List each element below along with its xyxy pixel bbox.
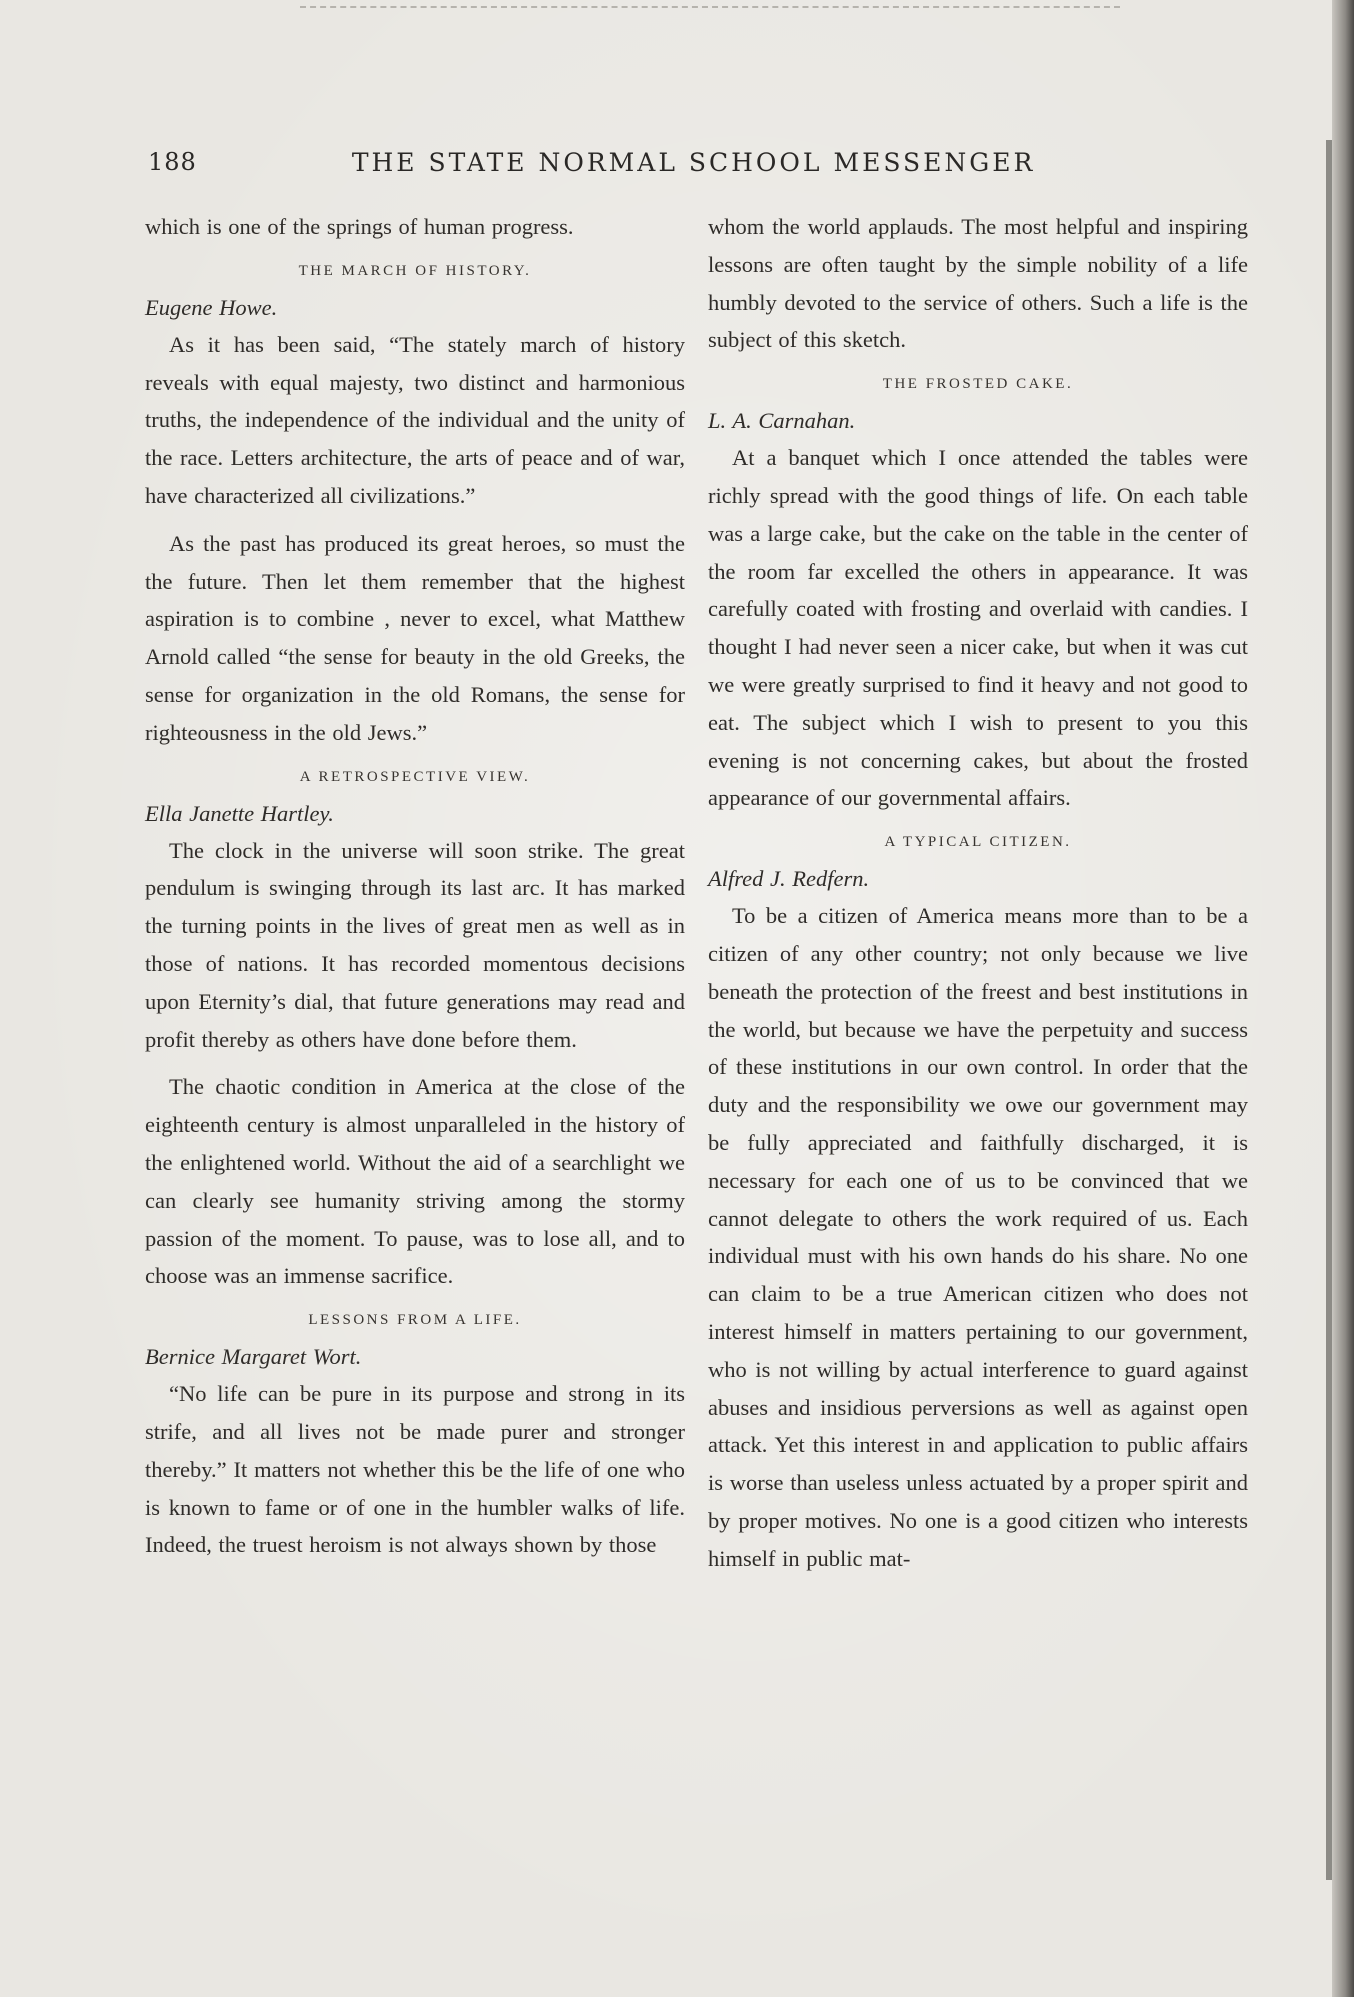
continued-paragraph: whom the world applauds. The most helpful and inspiring lessons are often taught by the simple nobility of a life humbly devoted to the service of others. Such a life is the subject of this sketch. bbox=[708, 214, 1248, 353]
author-bernice-margaret-wort: Bernice Margaret Wort. bbox=[145, 1344, 362, 1370]
paragraph: At a banquet which I once attended the tables were richly spread with the good things of life. On each table was a large cake, but the cake on the table in the center of the room far excelled the others in appearance. It was carefully coated with frosting and overlaid with candies. I thought I had never seen a nicer cake, but when it was cut we were greatly surprised to find it heavy and not good to eat. The subject which I wish to present to you this evening is not concerning cakes, but about the frosted appearance of our governmental affairs. bbox=[708, 445, 1248, 811]
paragraph: As the past has produced its great heroes, so must the the future. Then let them remember that the highest aspiration is to combine , never to excel, what Matthew Arnold called “the sense for beauty in the old Greeks, the sense for organization in the old Romans, the sense for righteousness in the old Jews.” bbox=[145, 530, 685, 745]
paragraph: “No life can be pure in its purpose and strong in its strife, and all lives not be made purer and stronger thereby.” It matters not whether this be the life of one who is known to fame or of one in the humbler walks of life. Indeed, the truest heroism is not always shown by those bbox=[145, 1381, 685, 1558]
running-header bbox=[148, 142, 1278, 182]
paragraph: As it has been said, “The stately march of history reveals with equal majesty, two distinct and harmonious truths, the independence of the individual and the unity of the race. Letters architecture, the arts of peace and of war, have characterized all civilizations.” bbox=[145, 331, 685, 508]
section-title-frosted-cake: THE FROSTED CAKE. bbox=[882, 376, 1074, 393]
author-alfred-j-redfern: Alfred J. Redfern. bbox=[708, 866, 870, 892]
left-column bbox=[145, 208, 685, 1564]
page-number: 188 bbox=[148, 148, 197, 176]
top-scan-artifact-line bbox=[300, 6, 1120, 8]
section-title-typical-citizen: A TYPICAL CITIZEN. bbox=[884, 834, 1072, 851]
paragraph: The clock in the universe will soon strike. The great pendulum is swinging through its last arc. It has marked the turning points in the lives of great men as well as in those of nations. It has recorded momentous decisions upon Eternity’s dial, that future generations may read and profit thereby as others have done before them. bbox=[145, 837, 685, 1052]
right-column bbox=[708, 208, 1248, 1578]
author-ella-janette-hartley: Ella Janette Hartley. bbox=[145, 800, 334, 826]
paragraph: The chaotic condition in America at the close of the eighteenth century is almost unparalleled in the history of the enlightened world. Without the aid of a searchlight we can clearly see humanity striving among the stormy passion of the moment. To pause, was to lose all, and to choose was an immense sacrifice. bbox=[145, 1074, 685, 1289]
author-l-a-carnahan: L. A. Carnahan. bbox=[708, 408, 856, 434]
page-shadow-bar bbox=[1326, 140, 1332, 1880]
continued-paragraph: which is one of the springs of human progress. bbox=[145, 214, 574, 239]
journal-title: THE STATE NORMAL SCHOOL MESSENGER bbox=[351, 147, 1036, 177]
section-title-retrospective-view: A RETROSPECTIVE VIEW. bbox=[299, 768, 531, 785]
author-eugene-howe: Eugene Howe. bbox=[145, 294, 278, 320]
page-binding-edge bbox=[1332, 0, 1354, 1997]
paragraph: To be a citizen of America means more than to be a citizen of any other country; not only because we live beneath the protection of the freest and best institutions in the world, but because we have the perpetuity and success of these institutions in our own control. In order that the duty and the responsibility we owe our government may be fully appreciated and faithfully discharged, it is necessary for each one of us to be convinced that we cannot delegate to others the work required of us. Each individual must with his own hands do his share. No one can claim to be a true American citizen who does not interest himself in matters pertaining to our government, who is not willing by actual interference to guard against abuses and insidious perversions as well as against open attack. Yet this interest in and application to public affairs is worse than useless unless actuated by a proper spirit and by proper motives. No one is a good citizen who interests himself in public mat- bbox=[708, 903, 1248, 1571]
section-title-march-of-history: THE MARCH OF HISTORY. bbox=[298, 262, 532, 279]
section-title-lessons-from-a-life: LESSONS FROM A LIFE. bbox=[308, 1312, 522, 1329]
